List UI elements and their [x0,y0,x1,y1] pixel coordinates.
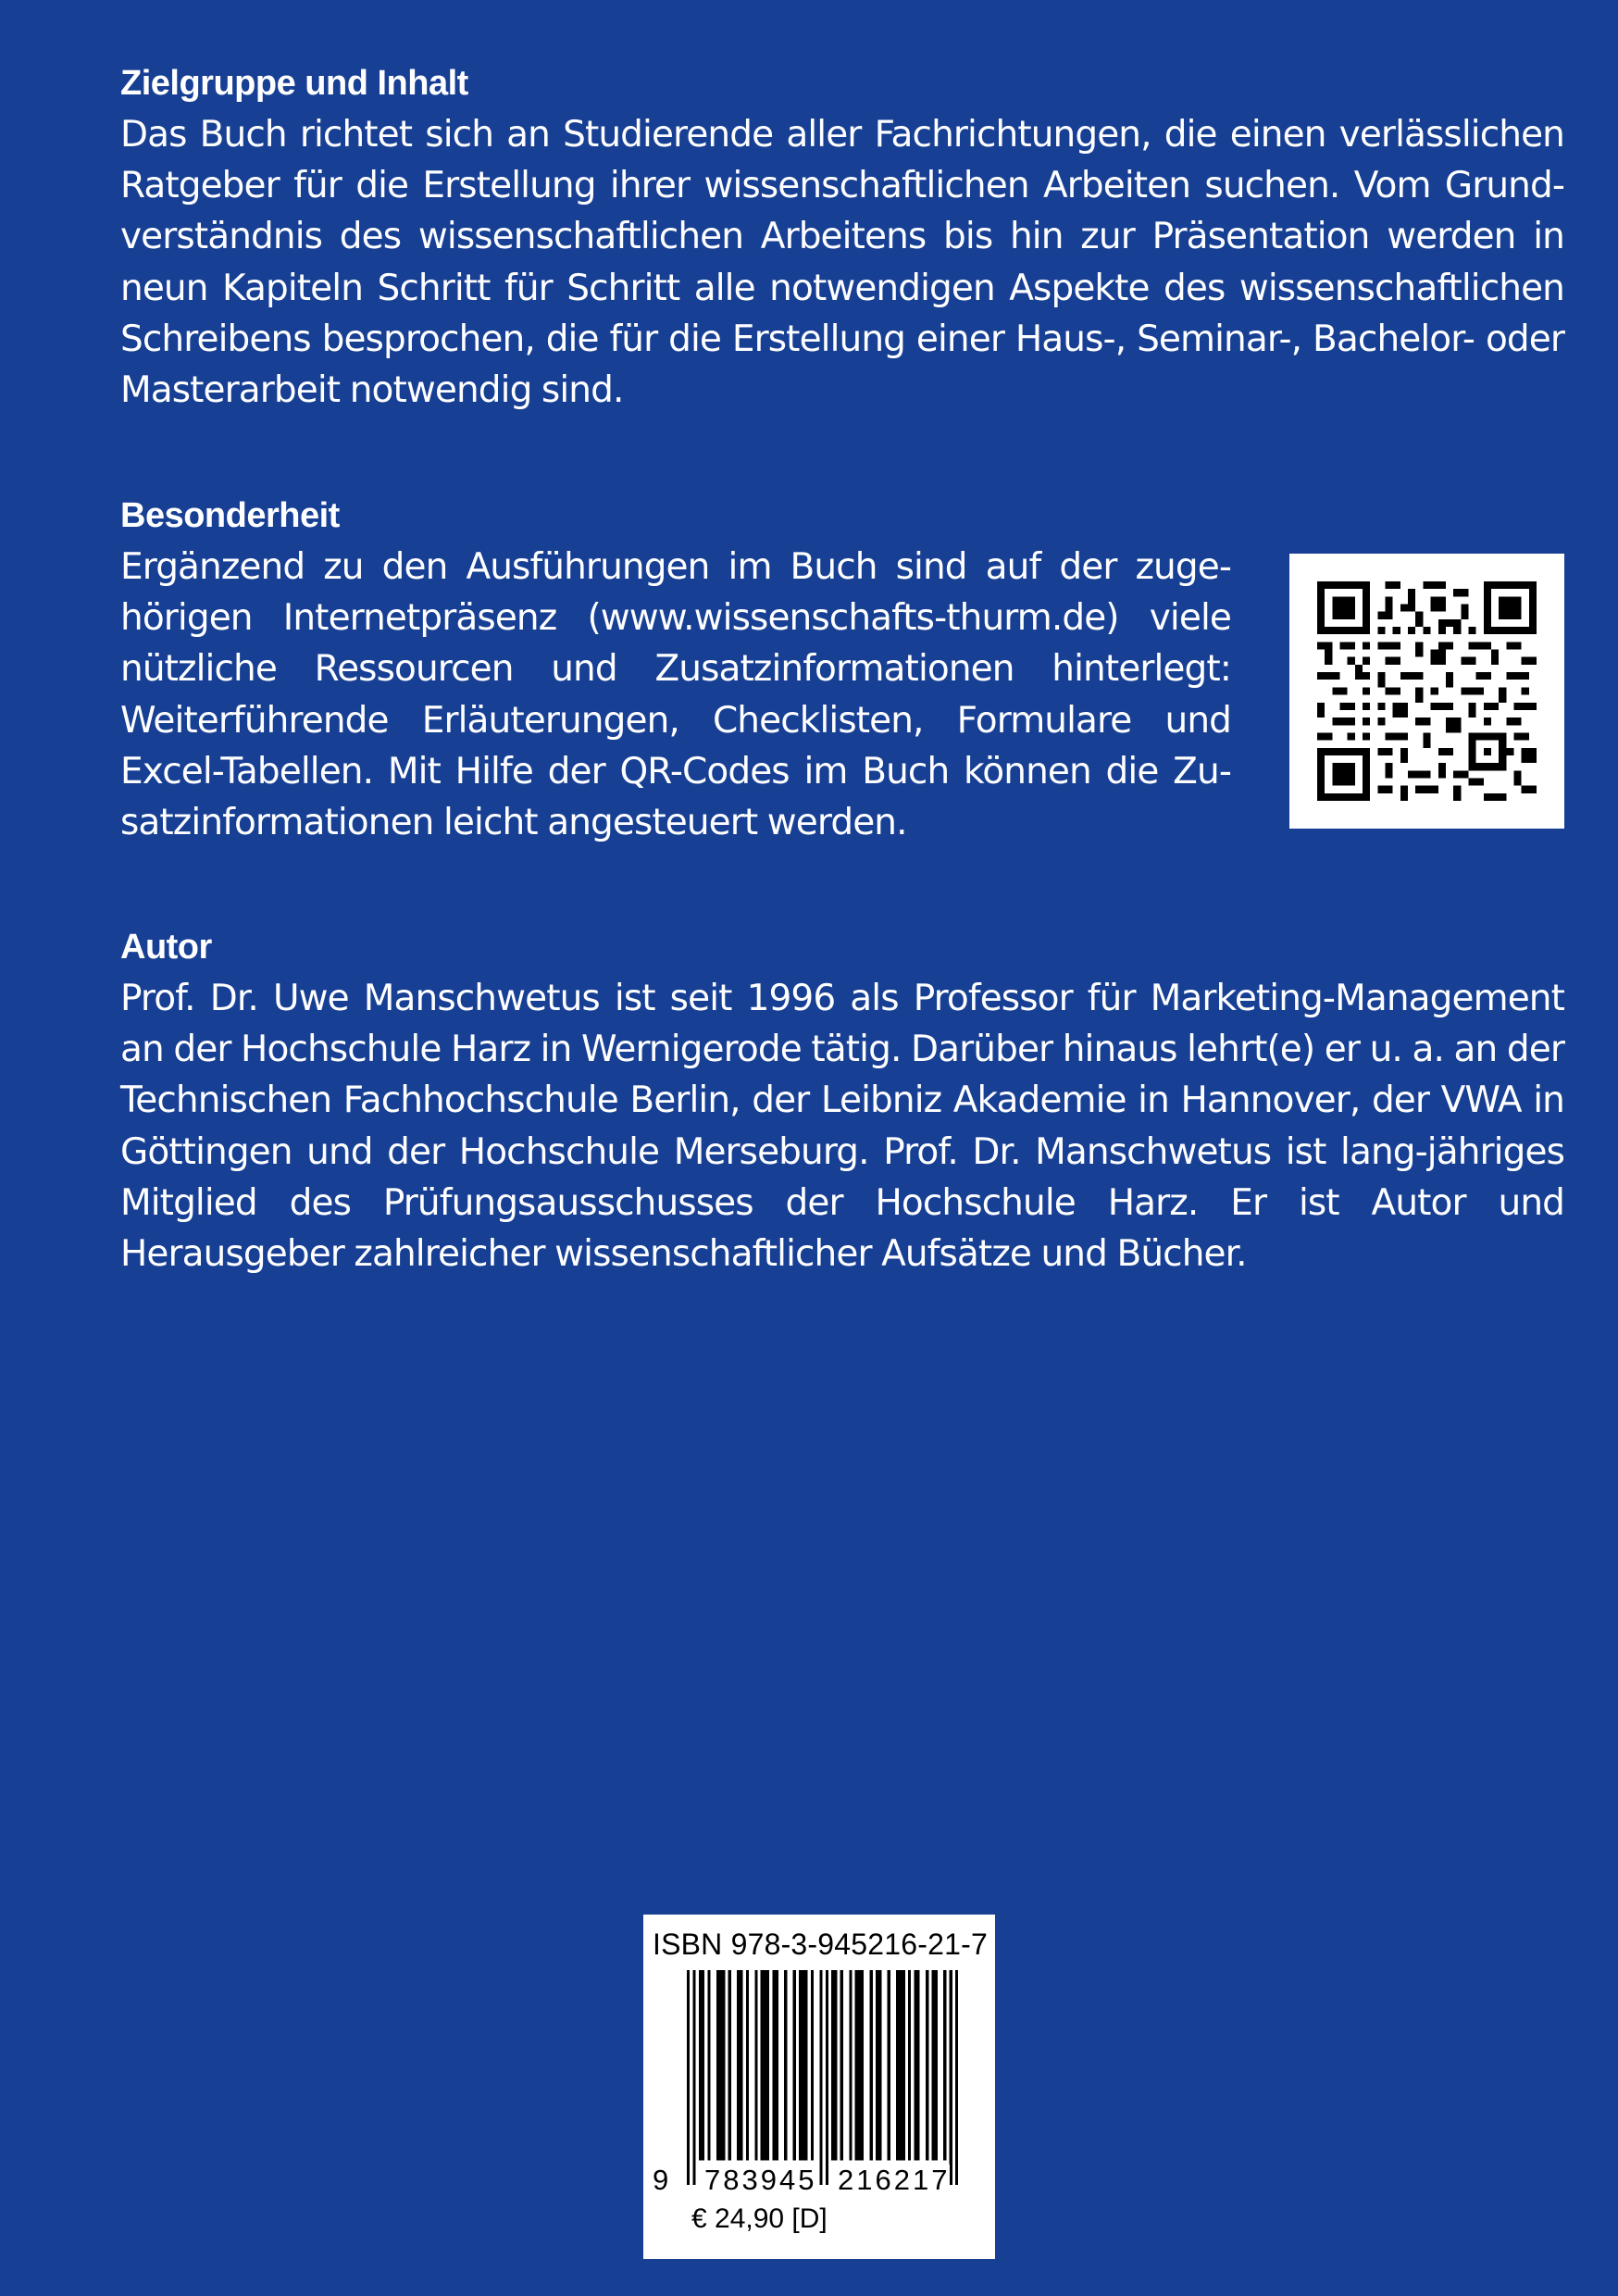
price-label: € 24,90 [D] [691,2203,828,2234]
heading-zielgruppe: Zielgruppe und Inhalt [120,64,468,103]
qr-code-box [1289,554,1564,829]
qr-code-icon [1317,581,1537,801]
section-besonderheit [120,495,1231,848]
heading-autor: Autor [120,928,212,967]
ean-digit-first: 9 [653,2164,672,2196]
section-autor [120,927,1564,1279]
section-zielgruppe [120,63,1564,416]
heading-besonderheit: Besonderheit [120,496,340,535]
ean-digits-right: 216217 [838,2164,951,2196]
paragraph-zielgruppe: Das Buch richtet sich an Studierende aller Fachrichtungen, die einen verlässlichen Ratgeber für die Erstellung ihrer wissenschaftlichen Arbeiten suchen. Vom Grund-verständnis des wissenschaftlichen Arbeitens bis hin zur Präsentation werden in neun Kapiteln Schritt für Schritt alle notwendigen Aspekte des wissenschaftlichen Schreibens besprochen, die für die Erstellung einer Haus-, Seminar-, Bachelor- oder Masterarbeit notwendig sind. [120,114,1564,412]
isbn-label: ISBN 978-3-945216-21-7 [653,1928,988,1961]
isbn-barcode-box [643,1915,995,2259]
paragraph-autor: Prof. Dr. Uwe Manschwetus ist seit 1996 als Professor für Marketing-Management an der Hochschule Harz in Wernigerode tätig. Darüber hinaus lehrt(e) er u. a. an der Technischen Fachhochschule Berlin, der Leibniz Akademie in Hannover, der VWA in Göttingen und der Hochschule Merseburg. Prof. Dr. Manschwetus ist lang-jähriges Mitglied des Prüfungsausschusses der Hochschule Harz. Er ist Autor und Herausgeber zahlreicher wissenschaftlicher Aufsätze und Bücher. [120,978,1564,1276]
ean-digits-left: 783945 [704,2164,817,2196]
barcode-icon [654,1970,988,2185]
paragraph-besonderheit: Ergänzend zu den Ausführungen im Buch sind auf der zuge-hörigen Internetpräsenz (www.wissenschafts-thurm.de) viele nützliche Ressourcen und Zusatzinformationen hinterlegt: Weiterführende Erläuterungen, Checklisten, Formulare und Excel-Tabellen. Mit Hilfe der QR-Codes im Buch können die Zu-satzinformationen leicht angesteuert werden. [120,546,1231,844]
